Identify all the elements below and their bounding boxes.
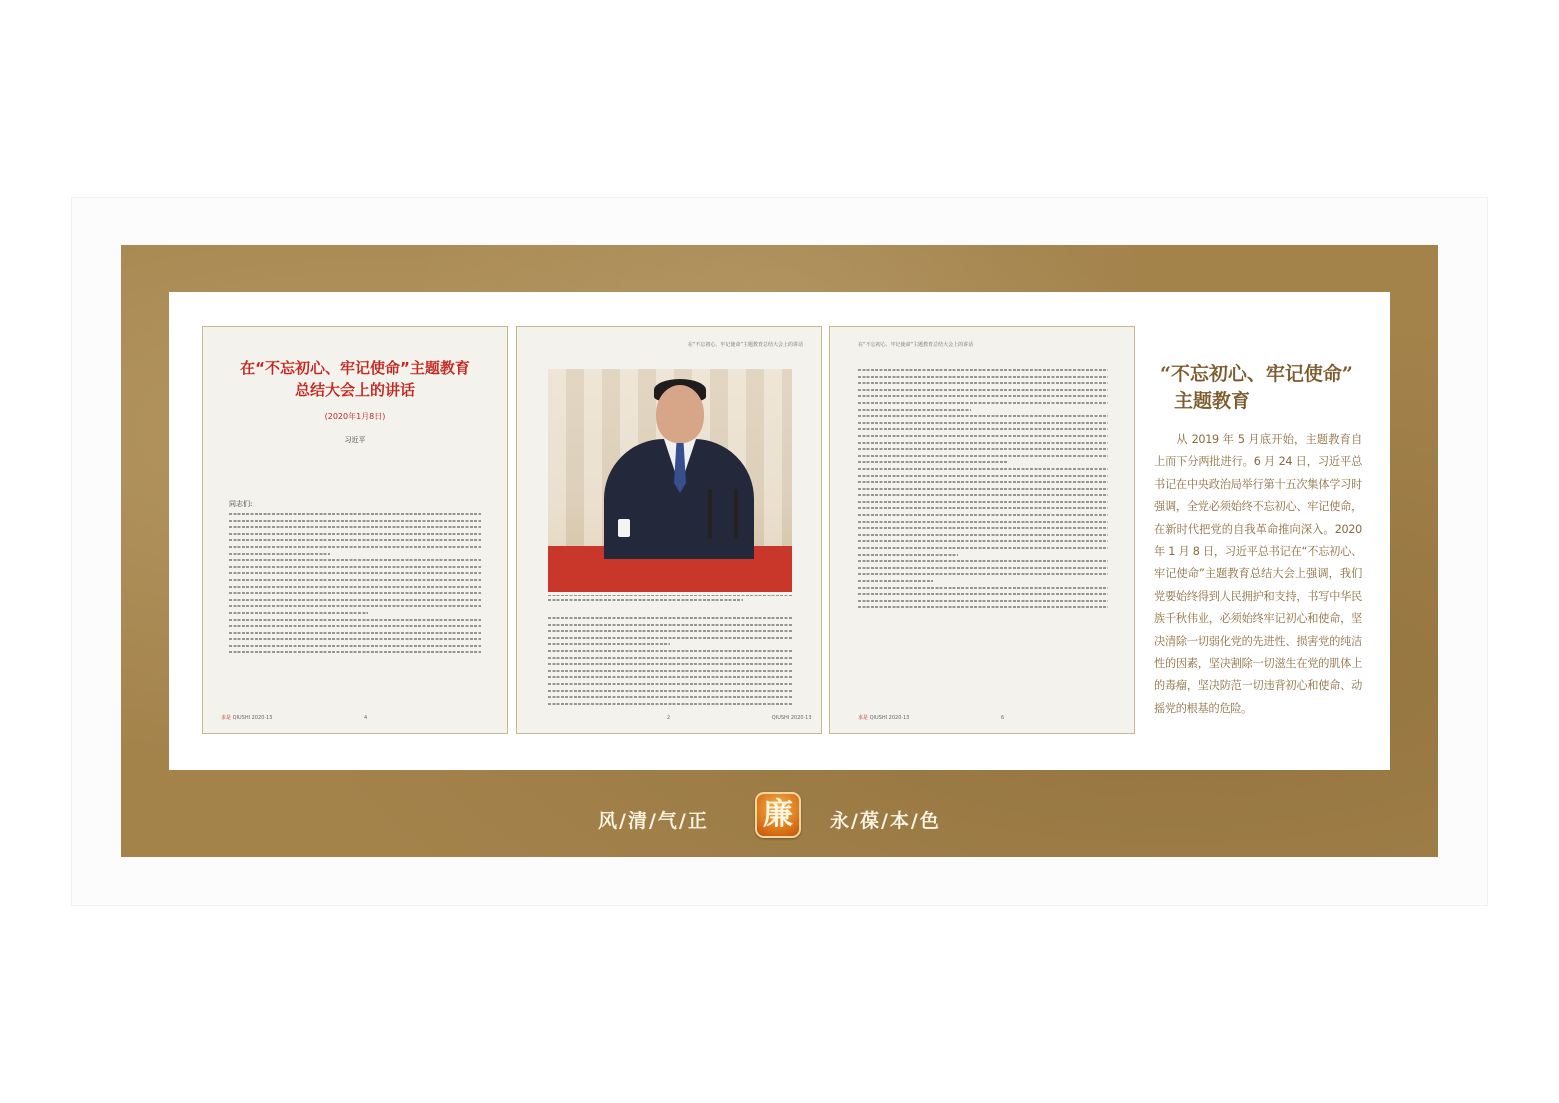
slogan-left: 风/清/气/正 xyxy=(598,810,709,832)
speech-title-line1: 在“不忘初心、牢记使命”主题教育 xyxy=(240,359,470,377)
footer-issue: QIUSHI 2020·13 xyxy=(232,715,273,721)
footer-page: 6 xyxy=(1000,715,1005,721)
footer-issue: QIUSHI 2020·13 xyxy=(771,715,812,721)
slogan-right: 永/葆/本/色 xyxy=(830,810,941,832)
page-footer xyxy=(667,715,812,721)
side-title-line1: “不忘初心、牢记使命” xyxy=(1160,363,1353,385)
speech-date: (2020年1月8日) xyxy=(324,412,386,421)
body-text-block xyxy=(548,617,792,709)
footer-page: 4 xyxy=(363,715,368,721)
magazine-page-1 xyxy=(202,326,508,734)
running-header: 在“不忘初心、牢记使命”主题教育总结大会上的讲话 xyxy=(687,342,803,348)
page-footer xyxy=(221,714,367,721)
footer-issue: QIUSHI 2020·13 xyxy=(869,715,910,721)
body-text-block xyxy=(229,513,481,658)
footer-magazine: 求是 xyxy=(858,715,869,721)
magazine-page-3 xyxy=(829,326,1135,734)
side-description: 从 2019 年 5 月底开始，主题教育自上而下分两批进行。6 月 24 日，习近平总书记在中央政治局举行第十五次集体学习时强调，全党必须始终不忘初心、牢记使命，在新时代把党的自我革命推向深入。2020 年 1 月 8 日，习近平总书记在“不忘初心、牢记使命”主题教育总结大会上强调，我们党要始终得到人民拥护和支持，书写中华民族千秋伟业，必须始终牢记初心和使命，坚决清除一切弱化党的先进性、损害党的纯洁性的因素，坚决割除一切滋生在党的肌体上的毒瘤，坚决防范一切违背初心和使命、动摇党的根基的危险。 xyxy=(1154,433,1362,715)
magazine-page-2 xyxy=(516,326,822,734)
page-footer xyxy=(858,714,1004,721)
salutation: 同志们: xyxy=(229,500,253,508)
speech-photo xyxy=(548,369,792,592)
footer-magazine: 求是 xyxy=(221,715,232,721)
footer-page: 2 xyxy=(667,715,671,721)
lian-badge-icon: 廉 xyxy=(755,792,801,838)
side-title xyxy=(1160,361,1353,415)
side-title-line2: 主题教育 xyxy=(1174,390,1251,412)
speech-title-line2: 总结大会上的讲话 xyxy=(294,381,415,399)
body-text-block xyxy=(858,369,1108,613)
running-header: 在“不忘初心、牢记使命”主题教育总结大会上的讲话 xyxy=(858,342,974,348)
speech-author: 习近平 xyxy=(344,436,366,444)
photo-caption xyxy=(548,595,792,607)
